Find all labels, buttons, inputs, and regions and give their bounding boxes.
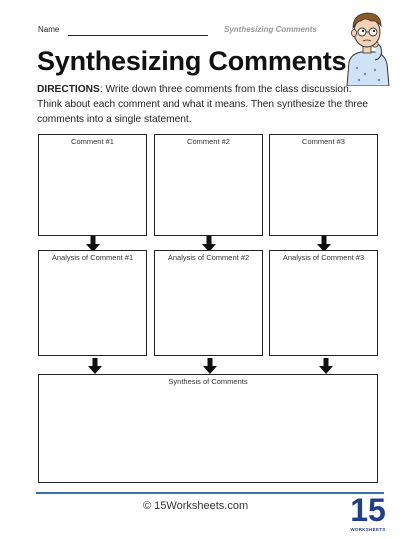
comment-box-1[interactable]	[38, 134, 147, 236]
directions-lead: DIRECTIONS	[37, 84, 100, 95]
analysis-box-2[interactable]	[154, 250, 263, 356]
comment-box-2[interactable]	[154, 134, 263, 236]
name-label: Name	[38, 25, 60, 34]
logo-number: 15	[350, 492, 386, 528]
analysis-box-label: Analysis of Comment #2	[167, 253, 250, 262]
header-title: Synthesizing Comments	[224, 25, 317, 34]
directions-body: : Write down three comments from the class discussion. Think about each comment and what it means. Then synthesize the three comments into a single statement.	[37, 84, 369, 125]
analysis-box-label: Analysis of Comment #3	[282, 253, 365, 262]
comment-box-3[interactable]	[269, 134, 378, 236]
down-arrow-icon	[88, 358, 102, 374]
worksheets-logo	[350, 493, 386, 537]
footer-divider	[36, 492, 384, 494]
analysis-box-label: Analysis of Comment #1	[51, 253, 134, 262]
worksheet-header	[38, 16, 338, 36]
directions-text	[37, 82, 377, 127]
name-line[interactable]	[68, 35, 208, 36]
comment-box-label: Comment #1	[71, 137, 114, 146]
footer-copyright: © 15Worksheets.com	[143, 500, 249, 512]
comment-box-label: Comment #3	[302, 137, 345, 146]
down-arrow-icon	[203, 358, 217, 374]
analysis-box-3[interactable]	[269, 250, 378, 356]
analysis-box-1[interactable]	[38, 250, 147, 356]
page-title: Synthesizing Comments	[37, 46, 347, 76]
synthesis-box[interactable]	[38, 374, 378, 483]
synthesis-box-label: Synthesis of Comments	[168, 377, 248, 386]
logo-text: WORKSHEETS	[350, 527, 386, 532]
down-arrow-icon	[319, 358, 333, 374]
comment-box-label: Comment #2	[187, 137, 230, 146]
